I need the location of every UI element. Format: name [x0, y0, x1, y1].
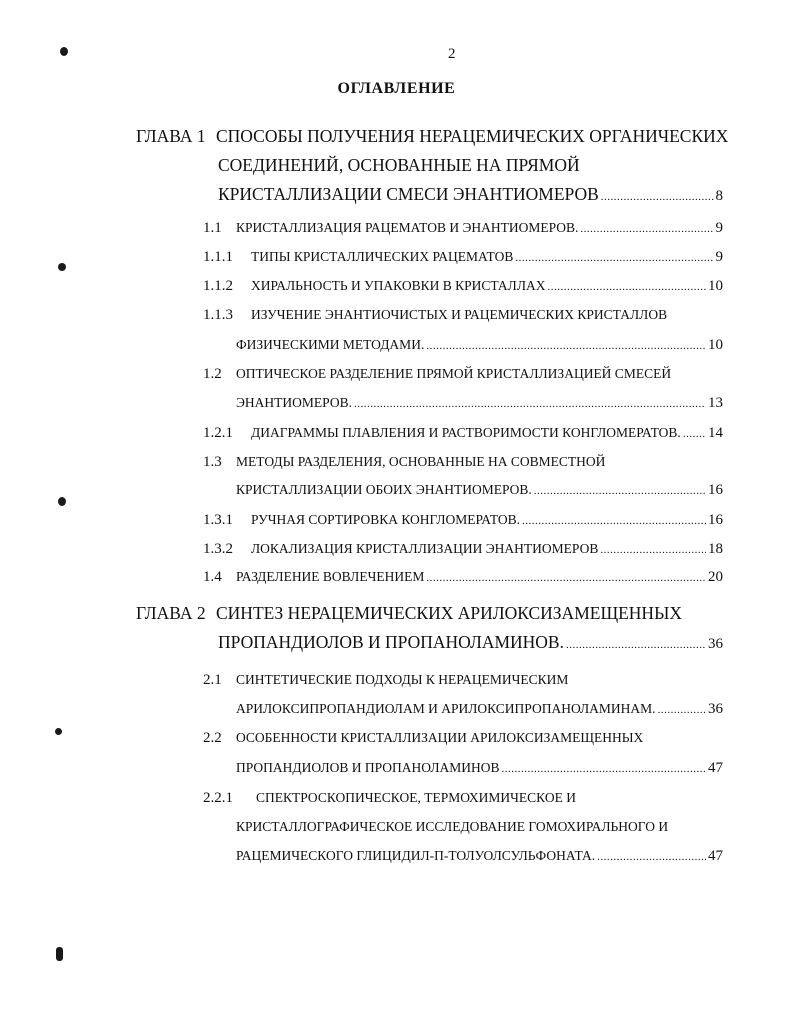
dot-leader [566, 639, 706, 651]
toc-section-2-2-1-cont [236, 819, 668, 835]
toc-section-1-3-2 [203, 541, 723, 558]
toc-section-1-1 [203, 220, 723, 237]
section-page: 9 [715, 249, 723, 265]
section-page: 9 [715, 220, 723, 236]
dot-leader [601, 191, 714, 203]
section-page: 47 [708, 848, 723, 864]
section-title: ТИПЫ КРИСТАЛЛИЧЕСКИХ РАЦЕМАТОВ [251, 249, 514, 264]
toc-section-1-3-1 [203, 512, 723, 529]
dot-leader [426, 572, 706, 584]
page-number: 2 [448, 46, 456, 62]
section-title-line2: ПРОПАНДИОЛОВ И ПРОПАНОЛАМИНОВ [236, 760, 500, 775]
section-page: 18 [708, 541, 723, 557]
chapter-2-label: ГЛАВА 2 [136, 603, 206, 623]
section-page: 16 [708, 482, 723, 498]
scan-speck [60, 47, 68, 56]
section-title-line2: КРИСТАЛЛОГРАФИЧЕСКОЕ ИССЛЕДОВАНИЕ ГОМОХИРАЛЬНОГО И [236, 819, 669, 834]
dot-leader [534, 485, 706, 497]
section-page: 10 [708, 337, 723, 353]
section-title: ЛОКАЛИЗАЦИЯ КРИСТАЛЛИЗАЦИИ ЭНАНТИОМЕРОВ [251, 541, 599, 556]
dot-leader [354, 398, 706, 410]
chapter-2-title-line1: СИНТЕЗ НЕРАЦЕМИЧЕСКИХ АРИЛОКСИЗАМЕЩЕННЫХ [216, 603, 682, 623]
section-number: 1.2.1 [203, 425, 233, 441]
section-page: 14 [708, 425, 723, 441]
dot-leader [580, 223, 713, 235]
chapter-1-label: ГЛАВА 1 [136, 126, 206, 146]
section-number: 1.2 [203, 366, 222, 382]
toc-section-1-1-1 [203, 249, 723, 266]
chapter-2-title-line2: ПРОПАНДИОЛОВ И ПРОПАНОЛАМИНОВ. [218, 632, 564, 652]
section-title-line1: СПЕКТРОСКОПИЧЕСКОЕ, ТЕРМОХИМИЧЕСКОЕ И [256, 790, 576, 805]
toc-section-1-1-3 [203, 307, 667, 324]
toc-section-2-2 [203, 730, 643, 747]
toc-section-1-1-3-end [236, 337, 723, 354]
scan-speck [58, 263, 66, 271]
section-title: КРИСТАЛЛИЗАЦИЯ РАЦЕМАТОВ И ЭНАНТИОМЕРОВ. [236, 220, 579, 235]
section-page: 10 [708, 278, 723, 294]
dot-leader [548, 281, 707, 293]
dot-leader [515, 252, 713, 264]
section-page: 20 [708, 569, 723, 585]
section-number: 2.2 [203, 730, 222, 746]
toc-chapter-2-end [218, 632, 723, 653]
section-page: 13 [708, 395, 723, 411]
section-title-line1: СИНТЕТИЧЕСКИЕ ПОДХОДЫ К НЕРАЦЕМИЧЕСКИМ [236, 672, 569, 687]
toc-section-2-2-end [236, 760, 723, 777]
dot-leader [426, 340, 706, 352]
section-number: 1.3 [203, 454, 222, 470]
dot-leader [522, 515, 706, 527]
section-title-line1: ОСОБЕННОСТИ КРИСТАЛЛИЗАЦИИ АРИЛОКСИЗАМЕЩЕННЫХ [236, 730, 644, 745]
chapter-1-title-line1: СПОСОБЫ ПОЛУЧЕНИЯ НЕРАЦЕМИЧЕСКИХ ОРГАНИЧЕСКИХ [216, 126, 729, 146]
section-number: 1.1 [203, 220, 222, 236]
chapter-1-title-line2: СОЕДИНЕНИЙ, ОСНОВАННЫЕ НА ПРЯМОЙ [218, 155, 580, 175]
section-title-line2: АРИЛОКСИПРОПАНДИОЛАМ И АРИЛОКСИПРОПАНОЛАМИНАМ. [236, 701, 656, 716]
toc-section-1-1-2 [203, 278, 723, 295]
toc-chapter-1 [136, 126, 728, 147]
dot-leader [597, 851, 706, 863]
section-title: РУЧНАЯ СОРТИРОВКА КОНГЛОМЕРАТОВ. [251, 512, 521, 527]
section-page: 36 [708, 701, 723, 717]
toc-section-1-2-1 [203, 425, 723, 442]
scan-speck [56, 947, 63, 961]
toc-section-1-3-end [236, 482, 723, 499]
toc-section-2-1 [203, 672, 568, 689]
toc-section-2-2-1-end [236, 848, 723, 865]
toc-section-1-2 [203, 366, 671, 383]
section-title-line1: МЕТОДЫ РАЗДЕЛЕНИЯ, ОСНОВАННЫЕ НА СОВМЕСТНОЙ [236, 454, 606, 469]
toc-section-1-4 [203, 569, 723, 586]
chapter-1-page: 8 [715, 188, 723, 204]
toc-section-2-1-end [236, 701, 723, 718]
scan-speck [58, 497, 66, 506]
section-page: 16 [708, 512, 723, 528]
section-title-line1: ОПТИЧЕСКОЕ РАЗДЕЛЕНИЕ ПРЯМОЙ КРИСТАЛЛИЗАЦИЕЙ СМЕСЕЙ [236, 366, 672, 381]
section-number: 1.1.1 [203, 249, 233, 265]
chapter-2-page: 36 [708, 636, 723, 652]
section-title-line2: ФИЗИЧЕСКИМИ МЕТОДАМИ. [236, 337, 425, 352]
section-title: РАЗДЕЛЕНИЕ ВОВЛЕЧЕНИЕМ [236, 569, 425, 584]
section-page: 47 [708, 760, 723, 776]
toc-section-1-3 [203, 454, 605, 471]
toc-section-1-2-end [236, 395, 723, 412]
section-number: 1.4 [203, 569, 222, 585]
section-number: 2.2.1 [203, 790, 233, 806]
section-number: 1.1.3 [203, 307, 233, 323]
section-title: ДИАГРАММЫ ПЛАВЛЕНИЯ И РАСТВОРИМОСТИ КОНГЛОМЕРАТОВ. [251, 425, 681, 440]
section-title-line2: ЭНАНТИОМЕРОВ. [236, 395, 352, 410]
section-number: 1.3.1 [203, 512, 233, 528]
dot-leader [600, 544, 706, 556]
section-title: ХИРАЛЬНОСТЬ И УПАКОВКИ В КРИСТАЛЛАХ [251, 278, 546, 293]
section-title-line2: КРИСТАЛЛИЗАЦИИ ОБОИХ ЭНАНТИОМЕРОВ. [236, 482, 532, 497]
section-number: 1.1.2 [203, 278, 233, 294]
dot-leader [683, 428, 706, 440]
section-title-line3: РАЦЕМИЧЕСКОГО ГЛИЦИДИЛ-П-ТОЛУОЛСУЛЬФОНАТА. [236, 848, 596, 863]
chapter-1-title-line3: КРИСТАЛЛИЗАЦИИ СМЕСИ ЭНАНТИОМЕРОВ [218, 184, 599, 204]
page-title: ОГЛАВЛЕНИЕ [337, 80, 456, 97]
dot-leader [502, 763, 706, 775]
section-title-line1: ИЗУЧЕНИЕ ЭНАНТИОЧИСТЫХ И РАЦЕМИЧЕСКИХ КРИСТАЛЛОВ [251, 307, 668, 322]
section-number: 1.3.2 [203, 541, 233, 557]
dot-leader [658, 704, 706, 716]
section-number: 2.1 [203, 672, 222, 688]
toc-chapter-1-cont [218, 155, 580, 176]
scan-speck [55, 728, 62, 735]
toc-section-2-2-1 [203, 790, 576, 807]
toc-chapter-2 [136, 603, 682, 624]
toc-chapter-1-end [218, 184, 723, 205]
